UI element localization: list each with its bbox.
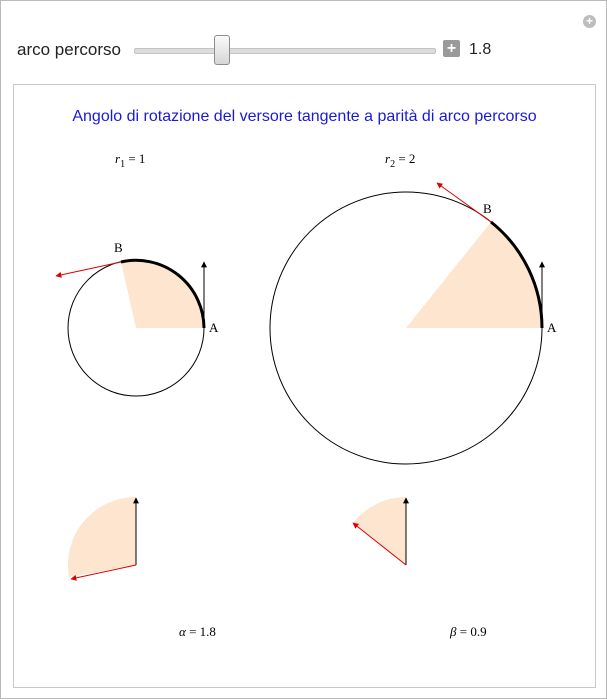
geometry-canvas: [1, 1, 607, 700]
circle2-sector: [406, 222, 542, 328]
slider-label: arco percorso: [17, 40, 121, 59]
circle1-point-b: B: [114, 240, 123, 255]
circle2-point-a: A: [547, 320, 557, 335]
circle2-point-b: B: [483, 201, 492, 216]
panel-title: Angolo di rotazione del versore tangente a parità di arco percorso: [72, 108, 537, 125]
r2-label: $r_2 = 2$: [385, 151, 416, 170]
options-plus-icon[interactable]: +: [583, 15, 596, 28]
slider-expand-plus-icon[interactable]: +: [443, 40, 460, 57]
circle1-tangent-b-arrow: [56, 262, 121, 276]
beta-readout: β = 0.9: [450, 624, 487, 639]
circle1-point-a: A: [209, 320, 219, 335]
circle1-sector: [121, 260, 204, 328]
beta-sector: [353, 497, 406, 565]
alpha-readout: α = 1.8: [179, 624, 216, 639]
slider-value: 1.8: [469, 41, 492, 58]
r1-label: $r_1 = 1$: [115, 151, 146, 170]
alpha-sector: [68, 497, 136, 577]
